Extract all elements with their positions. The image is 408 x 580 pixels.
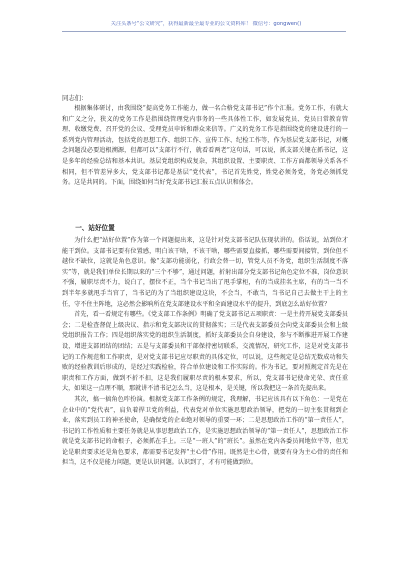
section-paragraph-2: 首先，看一看规定有哪些。《党支部工作条例》明确了党支部书记五项职责：一是主持开展党支部委员会；二是检查督促上级决议、指示和党支部决议的贯彻落实；三是代表支部委员会向党支部委员会和上级党组织报告工作；四是组织落实党的组织生活制度，抓好支部委员会自身建设，参与不断推进开展工作建设，增进支部团结的团结；五是与支部委员和干部保持密切联系，交流情况，研究工作，这是对党支部书记的工作规范和工作职责，是对党支部书记应尽职责的具体定位，可以说，这些规定是总结无数成功和失败的经验教训后形成的，是经过实践检验，符合单位建设和工作实际的。作为书记，要对照规定首先是在职责和工作方面，做到不折不扣，这是我们履职尽责的根本要求，所以，党支部书记使命光荣、责任重大，如果这一点理不顺，那就讲不清书记怎么当，这是根本，是关键，所以我把这一条首先提出来。 bbox=[62, 311, 348, 393]
intro-paragraph-block bbox=[62, 104, 348, 189]
intro-paragraph: 根据集体研讨，由我围绕“提高党务工作能力，做一名合格党支部书记”作个汇报。党务工作，有就大和广义之分，狭义的党务工作是指围绕管理党内事务的一些具体性工作，如发展党员、党员日常教育管理、收缴党费、召开党的会议、受理党员申诉和群众来信等。广义的党务工作是指围绕党的建设进行的一系列党内管理活动，包括党的思想工作、组织工作、宣传工作、纪检工作等，作为基层党支部书记，对概念问题没必要追根溯源，但都可以“支部行不行，就看看两老”这句话，可以说，抓支部关键在抓书记，这是多年的经验总结和基本共识。基层党组织构成复杂，其组织设置、主要职责、工作方面都领导关系各不相同，但不管差异多大，党支部书记都是基层“党代表”，书记首先姓党，姓党必须务党，务党必须抓党务。这是共同的。下面，围绕如何当好党支部书记汇报五点认识和体会。 bbox=[62, 105, 348, 187]
section-paragraph-3: 其次，搞一搞角色咋扮演。根据党支部工作条例的规定，我理解，书记应该具有以下角色：一是党在企业中的“党代表”，肩负着捍卫党的利益，代表党对单位实施思想政治领导，把党的一切主张贯彻到企业，落实到员工的神圣使命，是确保党的企业绝对领导的重要一环；二是思想政治工作的“第一责任人”，书记的工作性质和主要任务就是从事思想政治工作，是实施思想政治领导的“第一责任人”，思想政治工作就是党支部书记的命根子，必须抓在手上。三是“一班人”的“班长”。虽然在党内各委员间地位平等，但无论是职责要求还是角色要求，都需要书记发挥“主心骨”作用。既然是主心骨，就要有身为主心骨的责任和担当，这不仅是能力问题，更是认识问题。认识到了，才有可能做到位。 bbox=[62, 395, 348, 467]
section-body bbox=[62, 236, 348, 469]
salutation: 同志们： bbox=[62, 94, 88, 102]
section-heading: 一、站好位置 bbox=[75, 224, 115, 232]
header-watermark: 关注头条号“公文研究”，获得最新最全最专业的公文资料库！ 微信号：gongwen() bbox=[110, 21, 302, 27]
section-paragraph-1: 为什么把“站好位置”作为第一个问题提出来，这是针对党支部书记队伍现状讲的。俗话说，站到位才能干到位。支部书记要有位置感，明白该干啥，不该干啥，哪些需要直接抓，哪些需要间接管，到位但不越位不缺位，这就是角色意识。像“支部功能弱化，行政会替一切，管党人员不务党，组织生活制度不落实”等，就是我们单位长期以来的“三个不够”，通过问题，折射出部分党支部书记角色定位不准，岗位意识不强，履职尽责不力，说白了，摆位不正，当个书记当出了甩手掌柜，有的当成挂名主席，有的当一当不到半年多就甩手当官了，当书记的为了当组织建设这块，不会当，不敢当，当书记自己去做主干上的主任，守不住主阵地，这必然会影响所在党支部建设水平和全面建设水平的提升，到底怎么站好位置？ bbox=[62, 237, 348, 308]
header-rule bbox=[62, 31, 346, 32]
